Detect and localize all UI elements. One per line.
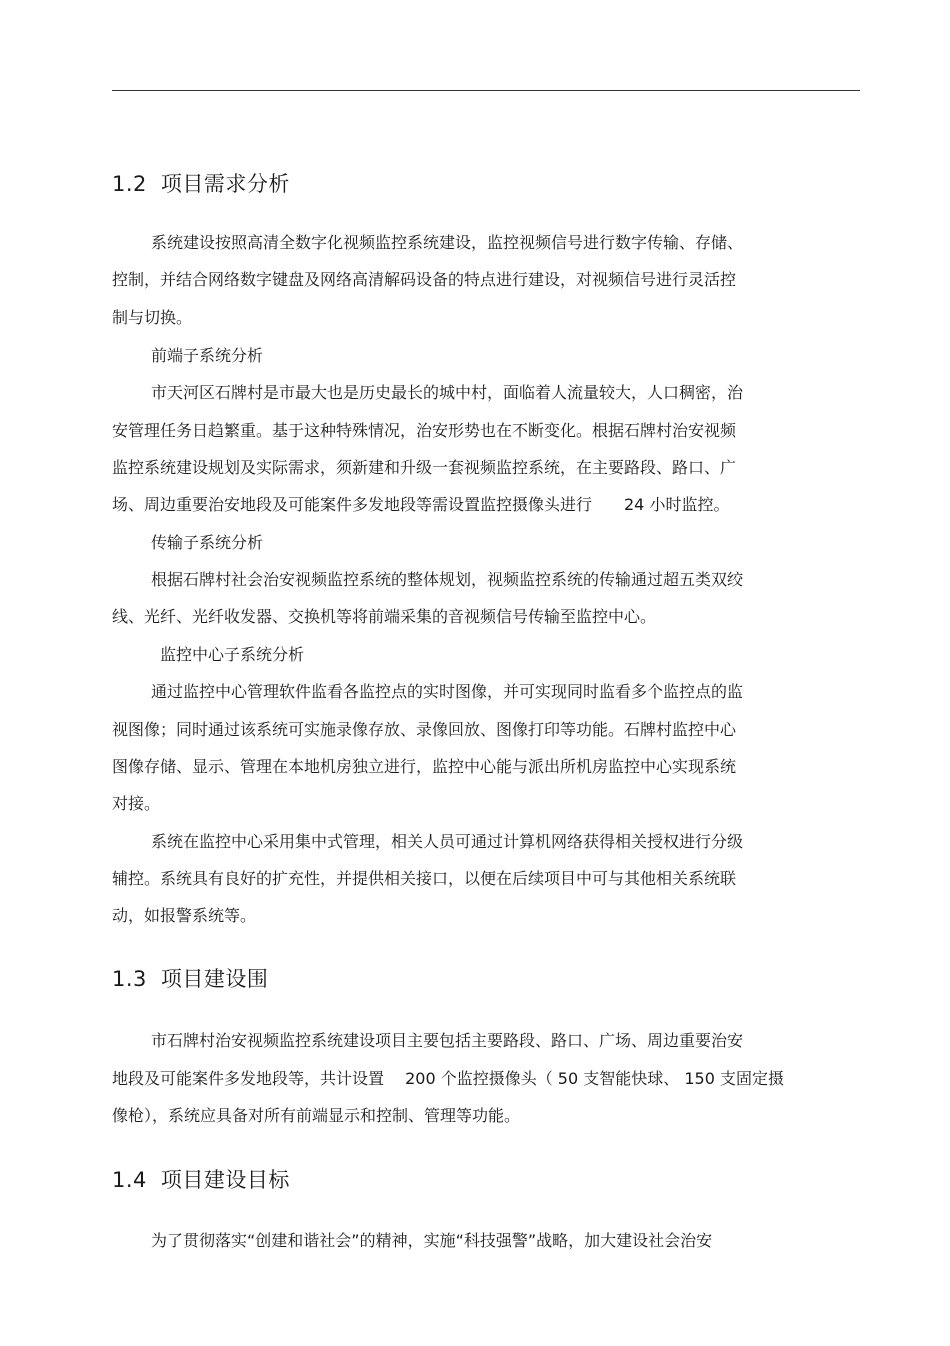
paragraph-line: 通过监控中心管理软件监看各监控点的实时图像，并可实现同时监看多个监控点的监 <box>151 682 744 701</box>
paragraph-line: 场、周边重要治安地段及可能案件多发地段等需设置监控摄像头进行 24 小时监控。 <box>112 495 730 514</box>
paragraph-line: 像枪），系统应具备对所有前端显示和控制、管理等功能。 <box>112 1106 521 1125</box>
paragraph-line: 安管理任务日趋繁重。基于这种特殊情况，治安形势也在不断变化。根据石牌村治安视频 <box>112 421 737 440</box>
section-heading-1-2: 1.2 项目需求分析 <box>112 172 290 196</box>
subheading-monitoring-center: 监控中心子系统分析 <box>160 645 305 664</box>
subheading-transmission: 传输子系统分析 <box>151 533 264 552</box>
paragraph-line: 对接。 <box>112 794 161 813</box>
paragraph-line: 动，如报警系统等。 <box>112 906 257 925</box>
paragraph-line: 市天河区石牌村是市最大也是历史最长的城中村，面临着人流量较大，人口稠密，治 <box>151 383 744 402</box>
paragraph-line: 系统建设按照高清全数字化视频监控系统建设，监控视频信号进行数字传输、存储、 <box>151 233 744 252</box>
paragraph-line: 监控系统建设规划及实际需求，须新建和升级一套视频监控系统，在主要路段、路口、广 <box>112 458 737 477</box>
paragraph-line: 地段及可能案件多发地段等，共计设置 200 个监控摄像头（ 50 支智能快球、 150 支固定摄 <box>112 1069 784 1088</box>
paragraph-line: 根据石牌村社会治安视频监控系统的整体规划，视频监控系统的传输通过超五类双绞 <box>151 570 744 589</box>
paragraph-line: 制与切换。 <box>112 308 193 327</box>
paragraph-line: 系统在监控中心采用集中式管理，相关人员可通过计算机网络获得相关授权进行分级 <box>151 832 744 851</box>
subheading-frontend: 前端子系统分析 <box>151 346 264 365</box>
section-heading-1-3: 1.3 项目建设围 <box>112 967 269 991</box>
paragraph-line: 辅控。系统具有良好的扩充性，并提供相关接口，以便在后续项目中可与其他相关系统联 <box>112 869 737 888</box>
header-rule <box>112 90 860 91</box>
paragraph-line: 图像存储、显示、管理在本地机房独立进行，监控中心能与派出所机房监控中心实现系统 <box>112 757 737 776</box>
paragraph-line: 为了贯彻落实“创建和谐社会”的精神，实施“科技强警”战略，加大建设社会治安 <box>151 1231 713 1250</box>
paragraph-line: 控制，并结合网络数字键盘及网络高清解码设备的特点进行建设，对视频信号进行灵活控 <box>112 270 737 289</box>
paragraph-line: 市石牌村治安视频监控系统建设项目主要包括主要路段、路口、广场、周边重要治安 <box>151 1031 744 1050</box>
paragraph-line: 线、光纤、光纤收发器、交换机等将前端采集的音视频信号传输至监控中心。 <box>112 607 657 626</box>
paragraph-line: 视图像；同时通过该系统可实施录像存放、录像回放、图像打印等功能。石牌村监控中心 <box>112 720 737 739</box>
section-heading-1-4: 1.4 项目建设目标 <box>112 1168 290 1192</box>
